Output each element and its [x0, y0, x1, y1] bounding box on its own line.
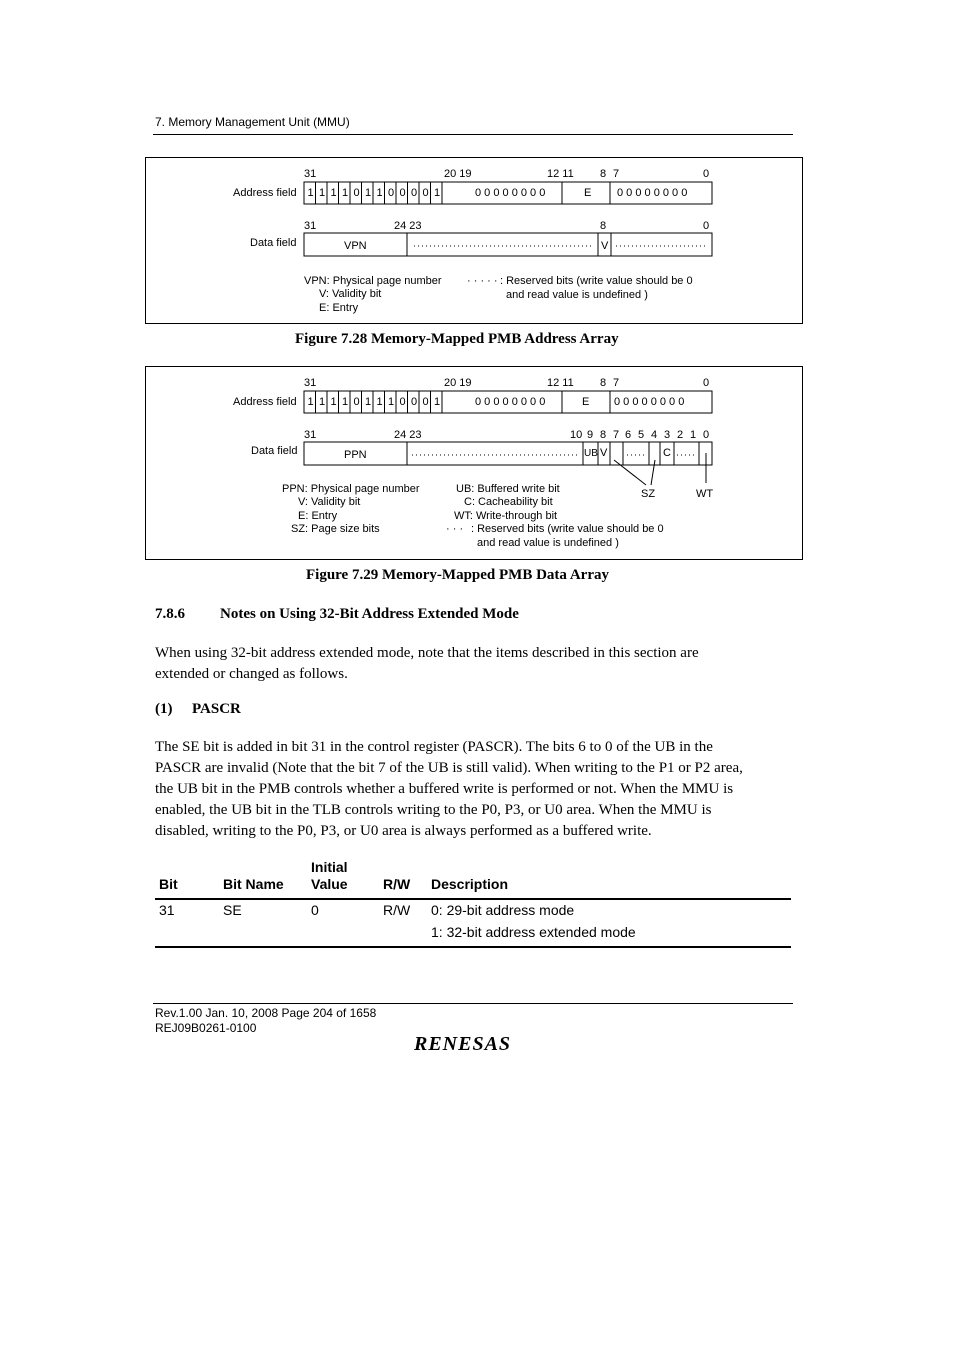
address-field-label: Address field	[233, 396, 297, 408]
address-bit: 1	[365, 187, 372, 199]
body-line: the UB bit in the PMB controls whether a buffered write is performed or not. When the MMU is	[155, 781, 734, 797]
bitnum: 31	[304, 429, 317, 441]
address-bit: 1	[365, 396, 372, 408]
cell-initial: 0	[311, 902, 319, 918]
bitnum: 2	[677, 429, 684, 441]
ppn-field: PPN	[344, 449, 367, 461]
cell-bit-name: SE	[223, 902, 242, 918]
bitnum: 1	[690, 429, 697, 441]
address-bit: 0	[399, 187, 406, 199]
bitnum: 6	[625, 429, 632, 441]
bitnum: 8	[600, 168, 607, 180]
figure-caption: Figure 7.28 Memory-Mapped PMB Address Array	[295, 331, 619, 347]
bitnum: 24 23	[394, 429, 422, 441]
address-bit: 0	[399, 396, 406, 408]
pmb-address-array-diagram	[146, 158, 802, 323]
bitnum: 31	[304, 168, 317, 180]
bitnum: 24 23	[394, 220, 422, 232]
bitnum: 0	[703, 220, 710, 232]
section-number: 7.8.6	[155, 606, 185, 622]
address-bit: 1	[376, 187, 383, 199]
bitnum: 0	[703, 429, 710, 441]
ub-bit: UB	[584, 448, 598, 459]
bitnum: 12 11	[547, 377, 574, 389]
cell-description: 0: 29-bit address mode	[431, 902, 575, 918]
section-title: Notes on Using 32-Bit Address Extended Mode	[220, 606, 519, 622]
legend-sz: SZ: Page size bits	[291, 523, 380, 535]
intro-line: extended or changed as follows.	[155, 666, 348, 682]
pmb-data-array-diagram	[146, 367, 802, 559]
body-line: The SE bit is added in bit 31 in the control register (PASCR). The bits 6 to 0 of the UB in the	[155, 739, 713, 755]
v-bit: V	[601, 240, 609, 252]
legend-ppn: PPN: Physical page number	[282, 483, 420, 495]
figure-caption: Figure 7.29 Memory-Mapped PMB Data Array	[306, 567, 609, 583]
legend-c: C: Cacheability bit	[464, 496, 553, 508]
legend-vpn: VPN: Physical page number	[304, 275, 442, 287]
bitnum: 8	[600, 220, 607, 232]
address-bit: 1	[319, 187, 326, 199]
bitnum: 4	[651, 429, 658, 441]
running-header: 7. Memory Management Unit (MMU)	[155, 115, 350, 129]
legend-wt: WT: Write-through bit	[454, 510, 558, 522]
legend-dots: · · ·	[446, 523, 464, 535]
legend-reserved-2: and read value is undefined )	[506, 289, 648, 301]
address-bit: 1	[330, 187, 337, 199]
c-bit: C	[663, 447, 671, 459]
legend-reserved: : Reserved bits (write value should be 0	[471, 523, 664, 535]
address-bit: 1	[342, 396, 349, 408]
address-bit: 1	[330, 396, 337, 408]
address-bit: 1	[342, 187, 349, 199]
entry-bit: E	[584, 187, 592, 199]
bitnum: 20 19	[444, 377, 472, 389]
legend-v: V: Validity bit	[319, 288, 382, 300]
cell-bit: 31	[159, 902, 175, 918]
wt-label: WT	[696, 488, 714, 500]
zeros-low: 0 0 0 0 0 0 0 0	[614, 396, 685, 408]
bitnum: 8	[600, 377, 607, 389]
address-bit: 0	[411, 187, 418, 199]
col-header-rw: R/W	[383, 876, 411, 892]
col-header-bit-name: Bit Name	[223, 876, 284, 892]
body-line: disabled, writing to the P0, P3, or U0 area is always performed as a buffered write.	[155, 823, 652, 839]
address-bit: 0	[353, 396, 360, 408]
legend-e: E: Entry	[298, 510, 338, 522]
table-header-rule	[155, 898, 791, 900]
data-field-label: Data field	[251, 445, 298, 457]
address-bit: 1	[319, 396, 326, 408]
legend-v: V: Validity bit	[298, 496, 361, 508]
legend-dots: · · · · ·	[467, 275, 498, 287]
address-bit: 1	[307, 396, 314, 408]
bitnum: 7	[613, 168, 620, 180]
address-field-label: Address field	[233, 187, 297, 199]
bitnum: 0	[703, 168, 710, 180]
bitnum: 12 11	[547, 168, 574, 180]
table-bottom-rule	[155, 946, 791, 948]
bitnum: 10	[570, 429, 583, 441]
body-line: PASCR are invalid (Note that the bit 7 of the UB is still valid). When writing to the P1 or P2 area,	[155, 760, 743, 776]
renesas-logo: RENESAS	[414, 1033, 512, 1055]
address-bit: 0	[411, 396, 418, 408]
legend-reserved: : Reserved bits (write value should be 0	[500, 275, 693, 287]
address-bit: 1	[434, 396, 441, 408]
footer-doc-number: REJ09B0261-0100	[155, 1021, 257, 1035]
entry-bit: E	[582, 396, 590, 408]
address-bit: 0	[388, 187, 395, 199]
address-bit: 1	[434, 187, 441, 199]
col-header-initial: Initial	[311, 859, 348, 875]
address-bit: 0	[422, 396, 429, 408]
bitnum: 3	[664, 429, 671, 441]
legend-reserved-2: and read value is undefined )	[477, 537, 619, 549]
bitnum: 20 19	[444, 168, 472, 180]
address-bit: 0	[353, 187, 360, 199]
zeros-mid: 0 0 0 0 0 0 0 0	[475, 396, 546, 408]
legend-ub: UB: Buffered write bit	[456, 483, 560, 495]
intro-line: When using 32-bit address extended mode, note that the items described in this section are	[155, 645, 699, 661]
body-line: enabled, the UB bit in the TLB controls writing to the P0, P3, or U0 area. When the MMU is	[155, 802, 712, 818]
bitnum: 9	[587, 429, 594, 441]
bitnum: 31	[304, 377, 317, 389]
vpn-field: VPN	[344, 240, 367, 252]
bitnum: 8	[600, 429, 607, 441]
col-header-bit: Bit	[159, 876, 178, 892]
v-bit: V	[600, 447, 608, 459]
cell-description: 1: 32-bit address extended mode	[431, 924, 636, 940]
address-bit: 0	[422, 187, 429, 199]
header-rule	[153, 134, 793, 135]
address-bit: 1	[376, 396, 383, 408]
zeros-low: 0 0 0 0 0 0 0 0	[617, 187, 688, 199]
figure-pmb-address-array	[145, 157, 803, 324]
address-bit: 1	[307, 187, 314, 199]
subsection-number: (1)	[155, 701, 173, 717]
sz-label: SZ	[641, 488, 656, 500]
bitnum: 31	[304, 220, 317, 232]
data-field-label: Data field	[250, 237, 297, 249]
bitnum: 7	[613, 429, 620, 441]
figure-pmb-data-array	[145, 366, 803, 560]
subsection-title: PASCR	[192, 701, 241, 717]
bitnum: 7	[613, 377, 620, 389]
zeros-mid: 0 0 0 0 0 0 0 0	[475, 187, 546, 199]
bitnum: 0	[703, 377, 710, 389]
col-header-description: Description	[431, 876, 509, 892]
col-header-value: Value	[311, 876, 348, 892]
bitnum: 5	[638, 429, 645, 441]
footer-rule	[153, 1003, 793, 1004]
address-bit: 1	[388, 396, 395, 408]
legend-e: E: Entry	[319, 302, 359, 314]
footer-revision: Rev.1.00 Jan. 10, 2008 Page 204 of 1658	[155, 1006, 377, 1020]
cell-rw: R/W	[383, 902, 411, 918]
